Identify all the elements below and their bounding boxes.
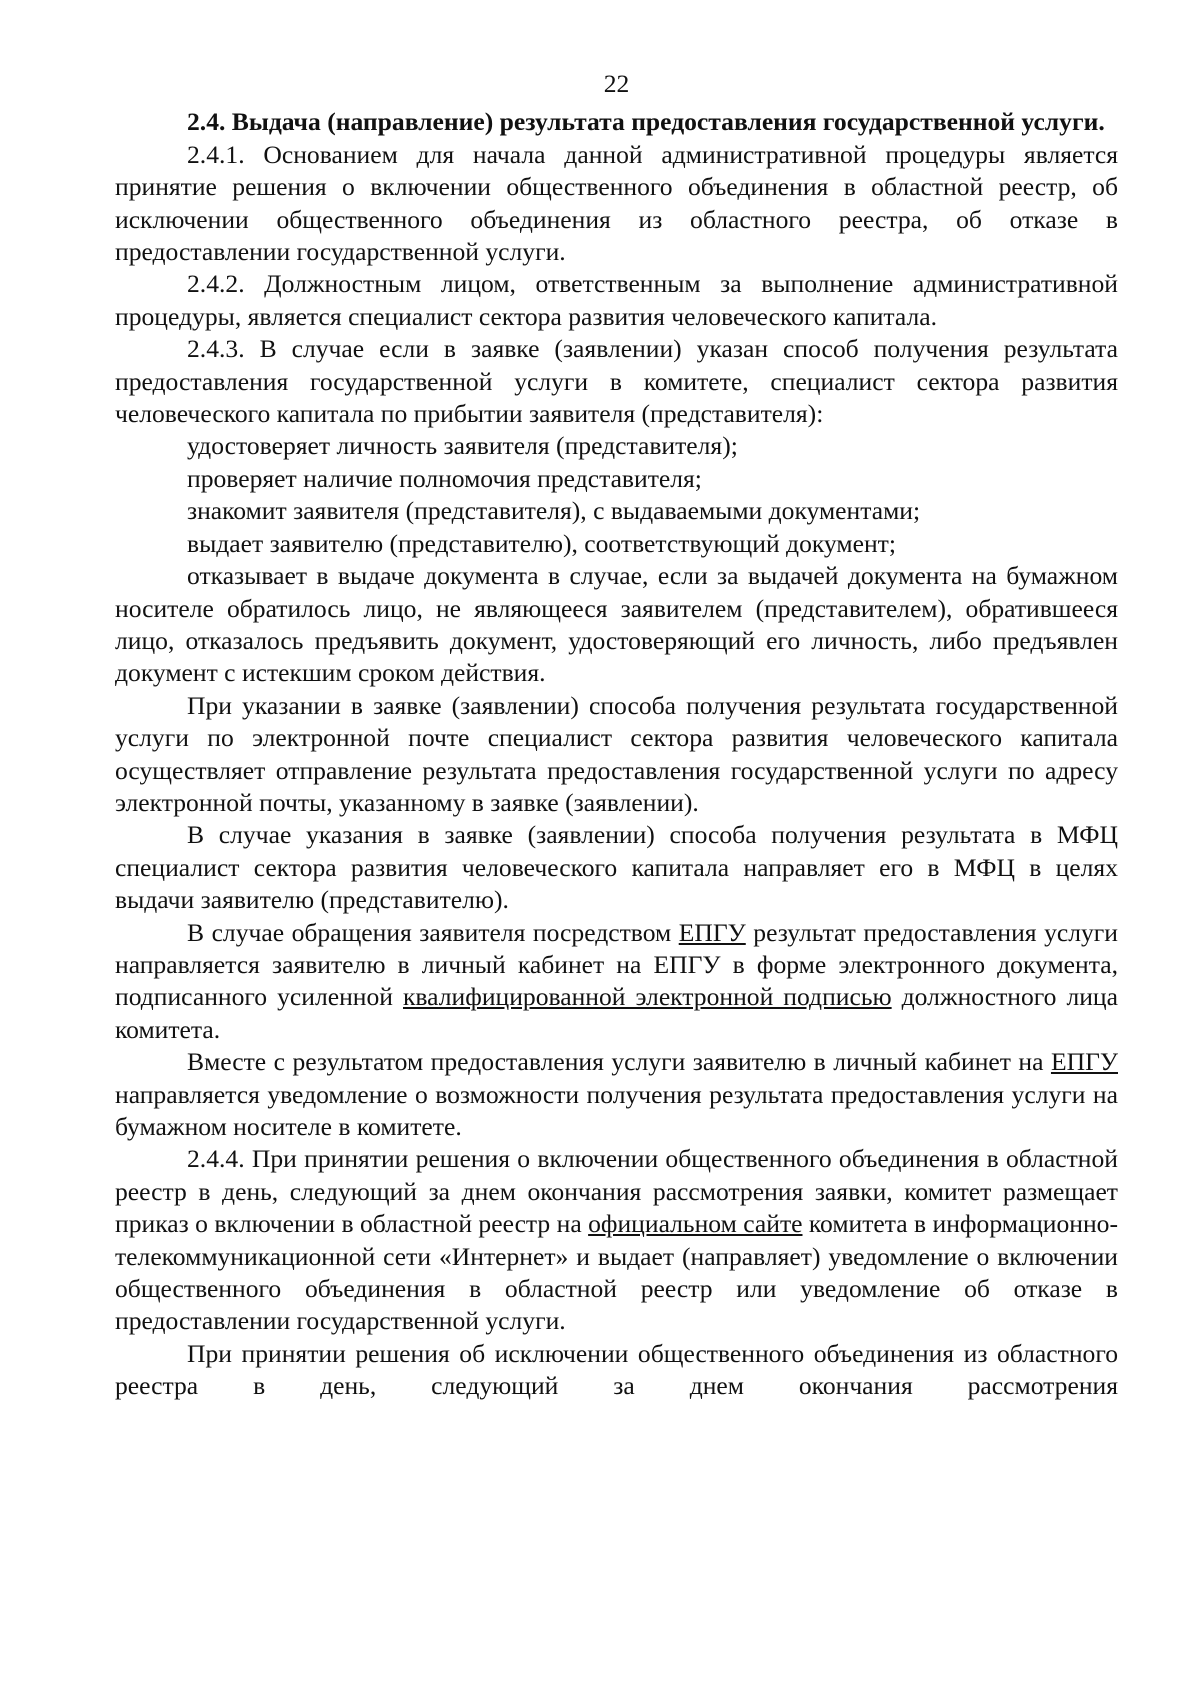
list-item: знакомит заявителя (представителя), с выдаваемыми документами;: [187, 496, 921, 526]
paragraph-2-4-3: 2.4.3. В случае если в заявке (заявлении) указан способ получения результата предоставления государственной услуги в комитете, специалист сектора развития человеческого капитала по прибытии заявителя (представителя):: [115, 334, 1118, 429]
paragraph-mfc: В случае указания в заявке (заявлении) способа получения результата в МФЦ специалист сектора развития человеческого капитала направляет его в МФЦ в целях выдачи заявителю (представителю).: [115, 820, 1118, 915]
text-run: 2.4.4. При принятии решения о включении общественного объединения в областной реестр в день, следующий за днем окончания рассмотрения заявки, комитет размещает приказ о включении в областной реестр на: [115, 1144, 1118, 1239]
epgu-link[interactable]: ЕПГУ: [1050, 1047, 1118, 1077]
list-item: удостоверяет личность заявителя (представителя);: [187, 431, 738, 461]
section-heading: 2.4. Выдача (направление) результата предоставления государственной услуги.: [187, 107, 1105, 137]
paragraph-epgu: [115, 917, 1118, 1047]
official-site-link[interactable]: официальном сайте: [588, 1209, 803, 1239]
page-number: 22: [603, 69, 630, 98]
qualified-signature-link[interactable]: квалифицированной электронной подписью: [403, 982, 892, 1012]
text-run: Вместе с результатом предоставления услуги заявителю в личный кабинет на: [187, 1047, 1051, 1077]
list-item: выдает заявителю (представителю), соответствующий документ;: [187, 528, 896, 558]
text-run: направляется уведомление о возможности получения результата предоставления услуги на бумажном носителе в комитете.: [115, 1079, 1118, 1141]
text-run: результат предоставления услуги направляется заявителю в личный кабинет на ЕПГУ в форме электронного документа, подписанного усиленной: [115, 917, 1118, 1012]
paragraph-2-4-2: 2.4.2. Должностным лицом, ответственным за выполнение административной процедуры, является специалист сектора развития человеческого капитала.: [115, 269, 1118, 331]
text-run: комитета в информационно-телекоммуникационной сети «Интернет» и выдает (направляет) уведомление о включении общественного объединения в областной реестр или уведомление об отказе в предоставлении государственной услуги.: [115, 1209, 1119, 1336]
paragraph-exclusion: При принятии решения об исключении общественного объединения из областного реестра в день, следующий за днем окончания рассмотрения: [115, 1338, 1118, 1401]
paragraph-notification: [115, 1046, 1118, 1143]
paragraph-2-4-4: [115, 1143, 1118, 1337]
text-run: В случае обращения заявителя посредством: [187, 917, 679, 947]
list-item: проверяет наличие полномочия представителя;: [187, 463, 702, 493]
paragraph-2-4-1: 2.4.1. Основанием для начала данной административной процедуры является принятие решения о включении общественного объединения в областной реестр, об исключении общественного объединения из областного реестра, об отказе в предоставлении государственной услуги.: [115, 139, 1118, 267]
list-item: отказывает в выдаче документа в случае, если за выдачей документа на бумажном носителе обратилось лицо, не являющееся заявителем (представителем), обратившееся лицо, отказалось предъявить документ, удостоверяющий его личность, либо предъявлен документ с истекшим сроком действия.: [115, 561, 1118, 688]
epgu-link[interactable]: ЕПГУ: [678, 917, 746, 947]
paragraph-email: При указании в заявке (заявлении) способа получения результата государственной услуги по электронной почте специалист сектора развития человеческого капитала осуществляет отправление результата предоставления государственной услуги по адресу электронной почты, указанному в заявке (заявлении).: [115, 690, 1118, 817]
text-run: должностного лица комитета.: [115, 982, 1118, 1044]
